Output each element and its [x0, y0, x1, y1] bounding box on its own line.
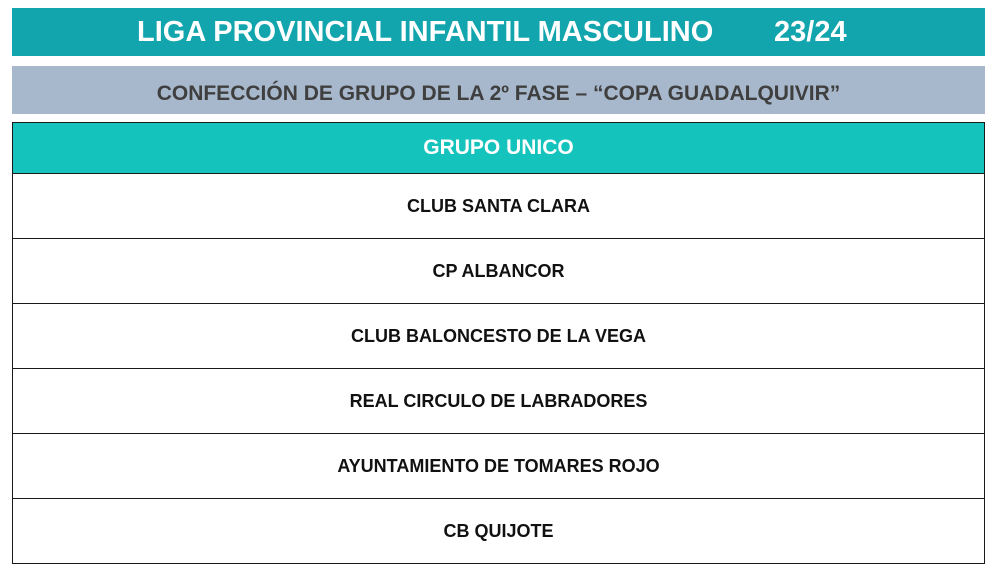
- team-row: CLUB SANTA CLARA: [13, 174, 984, 239]
- group-header: GRUPO UNICO: [13, 123, 984, 174]
- page-title: LIGA PROVINCIAL INFANTIL MASCULINO: [137, 16, 714, 48]
- page-subtitle: CONFECCIÓN DE GRUPO DE LA 2º FASE – “COPA GUADALQUIVIR”: [156, 82, 841, 105]
- title-banner: [12, 8, 985, 56]
- subtitle-banner: [12, 66, 985, 114]
- season-label: 23/24: [774, 16, 847, 48]
- team-row: REAL CIRCULO DE LABRADORES: [13, 369, 984, 434]
- group-table: [12, 122, 985, 564]
- team-row: CP ALBANCOR: [13, 239, 984, 304]
- team-row: CB QUIJOTE: [13, 499, 984, 564]
- team-row: CLUB BALONCESTO DE LA VEGA: [13, 304, 984, 369]
- team-row: AYUNTAMIENTO DE TOMARES ROJO: [13, 434, 984, 499]
